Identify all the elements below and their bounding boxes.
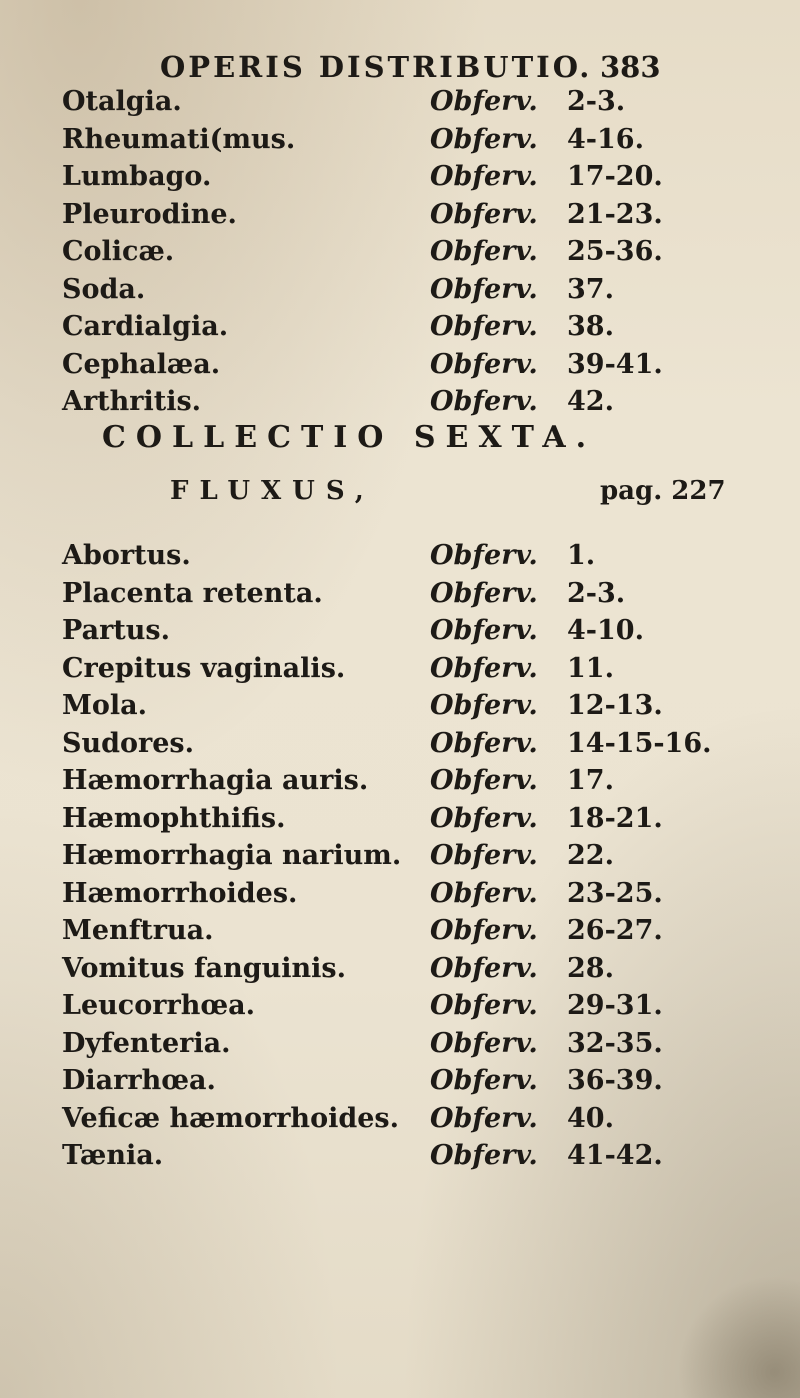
entry-term: Arthritis.: [62, 386, 202, 417]
list-item: [0, 1137, 800, 1175]
entry-observation-number: 17.: [567, 765, 614, 796]
entry-observation-number: 18-21.: [567, 802, 663, 834]
list-item: [0, 121, 800, 159]
entry-observation-number: 4-10.: [567, 615, 644, 646]
entry-term: Hæmorrhagia auris.: [62, 765, 369, 796]
entry-observation-label: Obferv.: [430, 540, 538, 571]
entry-observation-number: 14-15-16.: [567, 727, 712, 759]
list-item: [0, 383, 800, 421]
entry-observation-number: 36-39.: [567, 1065, 663, 1096]
list-item: [0, 800, 800, 838]
entry-term: Otalgia.: [62, 86, 182, 117]
entry-observation-label: Obferv.: [430, 236, 538, 267]
entry-observation-number: 2-3.: [567, 577, 626, 609]
entry-observation-label: Obferv.: [430, 86, 538, 117]
entry-observation-number: 25-36.: [567, 236, 663, 267]
entry-observation-label: Obferv.: [430, 1102, 538, 1134]
entry-observation-label: Obferv.: [430, 577, 538, 609]
entry-observation-label: Obferv.: [430, 840, 538, 871]
entry-observation-label: Obferv.: [430, 273, 538, 305]
entry-term: Sudores.: [62, 727, 195, 759]
list-item: [0, 837, 800, 875]
entry-observation-number: 39-41.: [567, 348, 663, 380]
entry-observation-number: 1.: [567, 540, 596, 571]
list-item: [0, 83, 800, 121]
entry-observation-number: 23-25.: [567, 877, 663, 909]
entry-term: Menftrua.: [62, 915, 214, 946]
entry-observation-label: Obferv.: [430, 1027, 538, 1059]
entry-observation-label: Obferv.: [430, 765, 538, 796]
entry-observation-number: 29-31.: [567, 990, 663, 1021]
entry-observation-number: 37.: [567, 273, 614, 305]
entry-observation-label: Obferv.: [430, 386, 538, 417]
list-item: [0, 762, 800, 800]
entry-observation-label: Obferv.: [430, 123, 538, 155]
entry-observation-number: 28.: [567, 952, 614, 984]
list-item: [0, 1062, 800, 1100]
entry-term: Vomitus fanguinis.: [62, 952, 347, 984]
entry-observation-label: Obferv.: [430, 615, 538, 646]
list-item: [0, 987, 800, 1025]
entry-observation-number: 40.: [567, 1102, 614, 1134]
entry-observation-label: Obferv.: [430, 802, 538, 834]
list-item: [0, 575, 800, 613]
entry-observation-number: 4-16.: [567, 123, 644, 155]
entry-observation-label: Obferv.: [430, 990, 538, 1021]
list-item: [0, 725, 800, 763]
list-item: [0, 158, 800, 196]
entry-term: Lumbago.: [62, 161, 212, 192]
list-item: [0, 196, 800, 234]
list-item: [0, 233, 800, 271]
entry-observation-number: 42.: [567, 386, 614, 417]
entry-observation-label: Obferv.: [430, 348, 538, 380]
entry-observation-label: Obferv.: [430, 877, 538, 909]
list-item: [0, 875, 800, 913]
entry-term: Crepitus vaginalis.: [62, 652, 346, 684]
entry-term: Cephalæa.: [62, 348, 221, 380]
entry-term: Placenta retenta.: [62, 577, 323, 609]
entry-observation-label: Obferv.: [430, 727, 538, 759]
entry-observation-label: Obferv.: [430, 198, 538, 230]
list-item: [0, 912, 800, 950]
entry-observation-label: Obferv.: [430, 952, 538, 984]
entry-observation-label: Obferv.: [430, 311, 538, 342]
page-stain: [670, 1268, 800, 1398]
entry-term: Soda.: [62, 273, 146, 305]
entry-term: Diarrhœa.: [62, 1065, 216, 1096]
list-item: [0, 1025, 800, 1063]
entry-term: Cardialgia.: [62, 311, 229, 342]
entry-term: Leucorrhœa.: [62, 990, 255, 1021]
list-item: [0, 687, 800, 725]
list-item: [0, 950, 800, 988]
section-subtitle: FLUXUS,: [170, 476, 375, 506]
entry-observation-number: 26-27.: [567, 915, 663, 946]
list-item: [0, 271, 800, 309]
entry-observation-number: 38.: [567, 311, 614, 342]
entry-observation-label: Obferv.: [430, 1065, 538, 1096]
entry-observation-number: 2-3.: [567, 86, 626, 117]
entry-observation-number: 32-35.: [567, 1027, 663, 1059]
entry-term: Pleurodine.: [62, 198, 237, 230]
section-title: COLLECTIO SEXTA.: [102, 420, 597, 455]
page-reference: pag. 227: [600, 476, 726, 506]
entry-term: Tænia.: [62, 1140, 164, 1171]
entry-observation-number: 21-23.: [567, 198, 663, 230]
entry-observation-number: 17-20.: [567, 161, 663, 192]
entry-term: Colicæ.: [62, 236, 175, 267]
entry-observation-number: 22.: [567, 840, 614, 871]
entry-observation-label: Obferv.: [430, 690, 538, 721]
entry-term: Veficæ hæmorrhoides.: [62, 1102, 399, 1134]
entry-term: Rheumati(mus.: [62, 123, 296, 155]
entry-observation-number: 41-42.: [567, 1140, 663, 1171]
entry-observation-number: 11.: [567, 652, 614, 684]
entry-term: Abortus.: [62, 540, 191, 571]
list-item: [0, 308, 800, 346]
list-item: [0, 346, 800, 384]
running-header: [160, 50, 680, 84]
entry-observation-label: Obferv.: [430, 161, 538, 192]
entry-observation-label: Obferv.: [430, 1140, 538, 1171]
entry-term: Mola.: [62, 690, 148, 721]
entry-term: Hæmorrhoides.: [62, 877, 298, 909]
entry-observation-number: 12-13.: [567, 690, 663, 721]
list-item: [0, 650, 800, 688]
entry-term: Hæmorrhagia narium.: [62, 840, 402, 871]
entry-observation-label: Obferv.: [430, 652, 538, 684]
list-item: [0, 612, 800, 650]
entry-term: Partus.: [62, 615, 170, 646]
page-number: 383: [600, 50, 661, 84]
entry-term: Dyfenteria.: [62, 1027, 231, 1059]
entry-term: Hæmophthifis.: [62, 802, 286, 834]
entry-observation-label: Obferv.: [430, 915, 538, 946]
list-item: [0, 537, 800, 575]
list-item: [0, 1100, 800, 1138]
running-title: OPERIS DISTRIBUTIO.: [160, 50, 593, 84]
